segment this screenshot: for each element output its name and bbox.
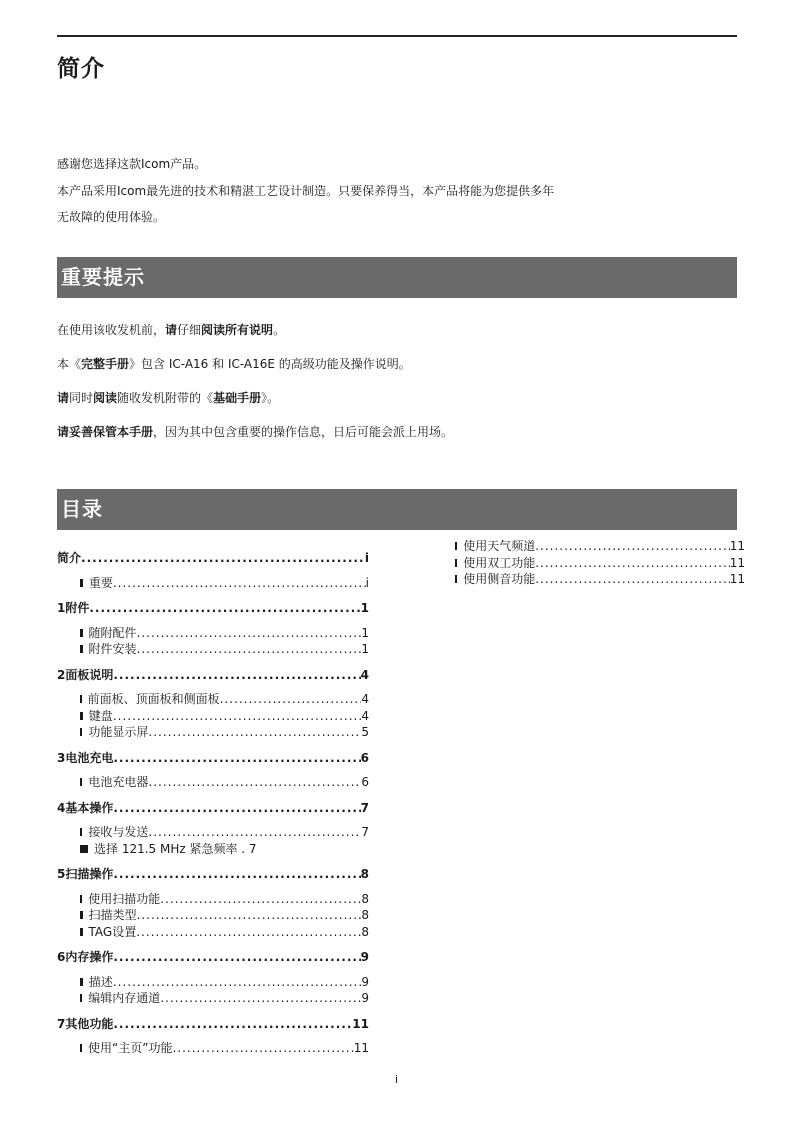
toc-page-number: 4: [361, 692, 369, 706]
dot-leader: [113, 866, 360, 883]
important-notes: [57, 321, 737, 457]
toc-chapter-entry[interactable]: [57, 1016, 369, 1033]
chapter-number: 4: [57, 800, 66, 815]
toc-sub-entry[interactable]: [57, 1040, 369, 1057]
intro-line: 无故障的使用体验。: [57, 210, 166, 224]
toc-label: 使用天气频道: [463, 539, 536, 553]
chapter-number: 1: [57, 601, 66, 615]
toc-sub-entry[interactable]: [57, 724, 369, 741]
top-rule: [57, 35, 737, 37]
toc-page-number: 9: [361, 974, 369, 989]
dot-leader: [89, 600, 360, 617]
toc-page-number: 8: [360, 867, 369, 881]
intro-line: 本产品采用Icom最先进的技术和精湛工艺设计制造。只要保养得当，本产品将能为您提供多年: [57, 183, 555, 198]
chapter-number: 7: [57, 1016, 66, 1031]
toc-sub-entry[interactable]: [57, 974, 369, 991]
dot-leader: [137, 907, 362, 924]
page-number: i: [394, 1073, 399, 1086]
bullet-square-icon: [80, 629, 83, 637]
bullet-square-icon: [455, 559, 457, 567]
toc-page-number: 8: [361, 908, 369, 922]
dot-leader: [148, 824, 361, 841]
dot-leader: [160, 891, 361, 908]
toc-chapter-entry[interactable]: [57, 667, 369, 684]
toc-label: 前面板、顶面板和侧面板: [87, 692, 220, 706]
dot-leader: [220, 691, 362, 708]
toc-sub-entry[interactable]: [57, 907, 369, 924]
toc-label: 功能显示屏: [88, 725, 149, 739]
toc-label: 附件安装: [88, 642, 137, 656]
bullet-square-icon: [80, 828, 82, 836]
dot-leader: [535, 555, 730, 572]
toc-page-number: 9: [361, 991, 369, 1005]
toc-sub-entry[interactable]: [455, 555, 745, 572]
dot-leader: [113, 800, 360, 817]
toc-page-number: 8: [361, 924, 369, 939]
toc-chapter-group: [57, 800, 369, 858]
dot-leader: [113, 750, 360, 767]
toc-chapter-entry[interactable]: [57, 866, 369, 883]
dot-leader: [160, 990, 361, 1007]
toc-label: 使用扫描功能: [88, 891, 161, 906]
toc-page-number: 6: [360, 750, 369, 765]
toc-label: 随附配件: [88, 625, 137, 640]
toc-sub-entry[interactable]: [455, 538, 745, 555]
toc-page-number: 7: [361, 825, 369, 839]
bullet-square-icon: [80, 695, 82, 703]
toc-page-number: 11: [353, 1041, 369, 1055]
bullet-square-icon: [80, 895, 82, 903]
dot-leader: [113, 974, 362, 991]
intro-line: 感谢您选择这款Icom产品。: [57, 157, 207, 171]
dot-leader: [113, 708, 362, 725]
toc-chapter-group: [57, 600, 369, 658]
bullet-square-icon: [80, 712, 83, 720]
chapter-number: 5: [57, 867, 66, 881]
toc-page-number: 6: [361, 775, 369, 789]
dot-leader: [172, 1040, 353, 1057]
toc-page-number: 9: [360, 950, 369, 964]
toc-label: 键盘: [88, 708, 113, 723]
toc-page-number: 1: [360, 601, 369, 615]
toc-label: 面板说明: [65, 667, 114, 682]
toc-sub-entry[interactable]: [57, 708, 369, 725]
toc-label: 内存操作: [65, 950, 114, 964]
toc-page-number: 1: [361, 625, 369, 640]
toc-sub-entry[interactable]: [57, 891, 369, 908]
note-3: 请同时阅读随收发机附带的《基础手册》。: [57, 391, 280, 405]
toc-label: 基本操作: [65, 800, 114, 815]
note-2: 本《完整手册》包含 IC-A16 和 IC-A16E 的高级功能及操作说明。: [57, 357, 411, 371]
bullet-square-icon: [80, 728, 82, 736]
toc-sub-entry[interactable]: [57, 841, 369, 858]
toc-label: 选择 121.5 MHz 紧急频率 . 7: [94, 841, 257, 856]
toc-label: 使用侧音功能: [463, 572, 536, 586]
page-title: 简介: [57, 56, 105, 82]
toc-chapter-entry[interactable]: [57, 750, 369, 767]
toc-label: 编辑内存通道: [88, 991, 161, 1005]
toc-entry-intro[interactable]: 简介 ..... i: [57, 550, 369, 567]
toc-page-number: 4: [361, 708, 369, 723]
toc-sub-entry[interactable]: [57, 641, 369, 658]
bullet-square-icon: [455, 575, 457, 583]
toc-page-number: 11: [729, 572, 745, 586]
toc-sub-entry[interactable]: [57, 824, 369, 841]
toc-heading: 目录: [57, 489, 737, 530]
bullet-square-icon: [80, 845, 88, 853]
toc-chapter-entry[interactable]: [57, 600, 369, 617]
toc-sub-entry[interactable]: [57, 625, 369, 642]
toc-page-number: 8: [361, 891, 369, 906]
bullet-square-icon: [80, 579, 83, 587]
toc-chapter-group: [57, 866, 369, 940]
toc-label: 扫描操作: [65, 867, 114, 881]
chapter-number: 3: [57, 750, 66, 765]
toc-label: 电池充电器: [88, 775, 149, 789]
toc-sub-entry[interactable]: [57, 924, 369, 941]
toc-chapters: [57, 600, 369, 1057]
toc-label: TAG设置: [88, 924, 137, 939]
dot-leader: [535, 571, 730, 588]
dot-leader: [113, 1016, 352, 1033]
dot-leader: [113, 949, 360, 966]
toc-left-column: [57, 550, 369, 1066]
toc-page-number: 11: [729, 539, 745, 553]
bullet-square-icon: [80, 645, 83, 653]
toc-page-number: 11: [352, 1016, 369, 1031]
toc-sub-entry[interactable]: [57, 774, 369, 791]
toc-label: 描述: [88, 974, 113, 989]
note-1: 在使用该收发机前，请仔细阅读所有说明。: [57, 323, 286, 337]
toc-label: 电池充电: [65, 750, 114, 765]
toc-label: 附件: [65, 601, 90, 615]
dot-leader: [148, 724, 361, 741]
dot-leader: [137, 625, 362, 642]
toc-page-number: 4: [360, 667, 369, 682]
toc-chapter-entry[interactable]: [57, 800, 369, 817]
toc-page-number: 7: [360, 800, 369, 815]
toc-sub-entry[interactable]: 重要 ..... i: [57, 575, 369, 592]
bullet-square-icon: [80, 911, 83, 919]
chapter-number: 2: [57, 667, 66, 682]
toc-page-number: 11: [729, 555, 745, 570]
dot-leader: [535, 538, 730, 555]
dot-leader: [136, 924, 361, 941]
toc-chapter-group: [57, 949, 369, 1007]
note-4: 请妥善保管本手册，因为其中包含重要的操作信息，日后可能会派上用场。: [57, 425, 454, 439]
toc-chapter-group: [57, 667, 369, 741]
intro-text: [57, 151, 737, 231]
bullet-square-icon: [80, 994, 82, 1002]
toc-label: 其他功能: [65, 1016, 114, 1031]
toc-right-column: [455, 538, 745, 588]
bullet-square-icon: [80, 978, 83, 986]
dot-leader: [113, 667, 360, 684]
bullet-square-icon: [80, 928, 83, 936]
bullet-square-icon: [80, 1044, 82, 1052]
toc-page-number: 1: [361, 642, 369, 656]
bullet-square-icon: [455, 542, 457, 550]
toc-chapter-group: [57, 750, 369, 791]
bullet-square-icon: [80, 778, 82, 786]
toc-chapter-entry[interactable]: [57, 949, 369, 966]
toc-label: 接收与发送: [88, 825, 149, 839]
toc-label: 使用“主页”功能: [88, 1041, 173, 1055]
dot-leader: [137, 641, 362, 658]
toc-page-number: 5: [361, 725, 369, 739]
dot-leader: [148, 774, 361, 791]
toc-label: 使用双工功能: [463, 555, 536, 570]
toc-sub-entry[interactable]: [455, 571, 745, 588]
important-heading: 重要提示: [57, 257, 737, 298]
toc-label: 扫描类型: [88, 908, 137, 922]
toc-chapter-group: [57, 1016, 369, 1057]
toc-sub-entry[interactable]: [57, 990, 369, 1007]
toc-sub-entry[interactable]: [57, 691, 369, 708]
chapter-number: 6: [57, 950, 66, 964]
